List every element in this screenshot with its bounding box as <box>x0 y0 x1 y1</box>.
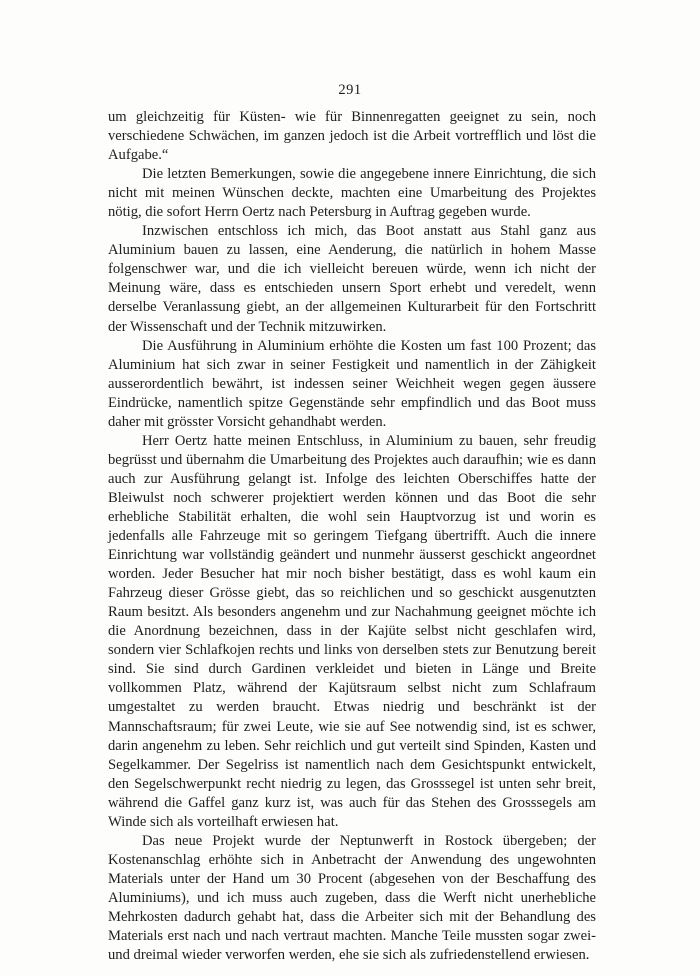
body-text <box>108 108 596 965</box>
paragraph-continuation: um gleichzeitig für Küsten- wie für Binnenregatten geeignet zu sein, noch verschiedene Schwächen, im ganzen jedoch ist die Arbeit vortrefflich und löst die Aufgabe.“ <box>108 109 596 164</box>
paragraph: Die letzten Bemerkungen, sowie die angegebene innere Einrichtung, die sich nicht mit meinen Wünschen deckte, machten eine Umarbeitung des Projektes nötig, die sofort Herrn Oertz nach Petersburg in Auftrag gegeben wurde. <box>108 166 596 221</box>
page-number: 291 <box>338 82 362 98</box>
paragraph: Die Ausführung in Aluminium erhöhte die Kosten um fast 100 Prozent; das Aluminium hat sich zwar in seiner Festigkeit und namentlich in der Zähigkeit ausserordentlich bewährt, ist indessen seiner Weichheit wegen gegen äussere Eindrücke, namentlich spitze Gegenstände sehr empfindlich und das Boot muss daher mit grösster Vorsicht gehandhabt werden. <box>108 337 596 430</box>
paragraph: Das neue Projekt wurde der Neptunwerft in Rostock übergeben; der Kostenanschlag erhöhte sich in Anbetracht der Anwendung des ungewohnten Materials unter der Hand um 30 Procent (abgesehen von der Beschaffung des Aluminiums), und ich muss auch zugeben, dass die Werft nicht unerhebliche Mehrkosten dadurch gehabt hat, dass die Arbeiter sich mit der Behandlung des Materials erst nach und nach vertraut machten. Manche Teile mussten sogar zwei- und dreimal wieder verworfen werden, ehe sie sich als zufriedenstellend erwiesen. <box>108 832 596 964</box>
paragraph: Inzwischen entschloss ich mich, das Boot anstatt aus Stahl ganz aus Aluminium bauen zu lassen, eine Aenderung, die natürlich in hohem Masse folgenschwer war, und die ich vielleicht bereuen würde, wenn ich nicht der Meinung wäre, dass es entschieden unsern Sport erhebt und veredelt, wenn derselbe Veranlassung giebt, an der allgemeinen Kulturarbeit für den Fortschritt der Wissenschaft und der Technik mitzuwirken. <box>108 223 596 335</box>
paragraph: Herr Oertz hatte meinen Entschluss, in Aluminium zu bauen, sehr freudig begrüsst und übernahm die Umarbeitung des Projektes auch daraufhin; wie es dann auch zur Ausführung gelangt ist. Infolge des leichten Oberschiffes hatte der Bleiwulst noch schwerer projektiert werden können und das Boot die sehr erhebliche Stabilität erhalten, die wohl sein Hauptvorzug ist und worin es jedenfalls alle Fahrzeuge mit so geringem Tiefgang übertrifft. Auch die innere Einrichtung war vollständig geändert und nunmehr äusserst geschickt angeordnet worden. Jeder Besucher hat mir noch bisher bestätigt, dass es wohl kaum ein Fahrzeug dieser Grösse giebt, das so reichlichen und so geschickt ausgenutzten Raum besitzt. Als besonders angenehm und zur Nachahmung geeignet möchte ich die Anordnung bezeichnen, dass in der Kajüte selbst nicht geschlafen wird, sondern vier Schlafkojen rechts und links von derselben stets zur Benutzung bereit sind. Sie sind durch Gardinen verkleidet und bieten in Länge und Breite vollkommen Platz, während der Kajütsraum selbst nicht zum Schlafraum umgestaltet zu werden braucht. Etwas niedrig und beschränkt ist der Mannschaftsraum; für zwei Leute, wie sie auf See notwendig sind, ist es schwer, darin angenehm zu leben. Sehr reichlich und gut verteilt sind Spinden, Kasten und Segelkammer. Der Segelriss ist namentlich nach dem Gesichtspunkt entwickelt, den Segelschwerpunkt recht niedrig zu legen, das Grosssegel ist unten sehr breit, während die Gaffel ganz kurz ist, was auch für das Stehen des Grosssegels am Winde sich als vorteilhaft erwiesen hat. <box>108 432 596 830</box>
